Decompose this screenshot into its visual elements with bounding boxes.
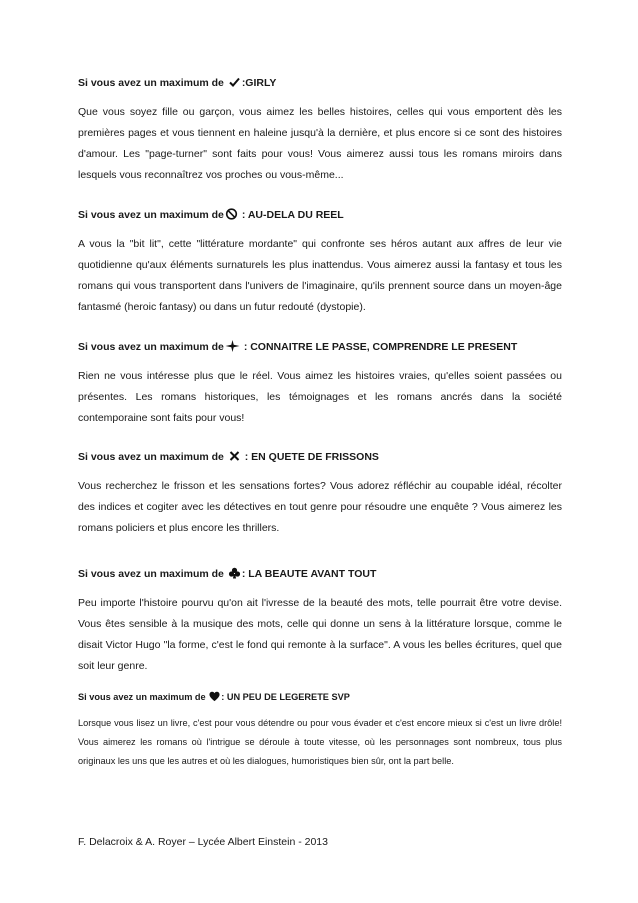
section-body: Rien ne vous intéresse plus que le réel. Vous aimez les histoires vraies, qu'elles soient passées ou présentes. Les romans historiques, les témoignages et les romans ancrés dans la société contemporaine sont faits pour vous! bbox=[78, 370, 562, 424]
section-un-peu-de-legerete bbox=[78, 690, 562, 771]
heading-title: : AU-DELA DU REEL bbox=[241, 209, 344, 221]
page-footer: F. Delacroix & A. Royer – Lycée Albert Einstein - 2013 bbox=[78, 836, 328, 848]
club-icon bbox=[228, 567, 241, 579]
four-point-star-icon bbox=[225, 340, 240, 352]
section-heading bbox=[78, 76, 562, 90]
section-la-beaute-avant-tout bbox=[78, 567, 562, 677]
check-icon bbox=[228, 76, 241, 88]
section-en-quete-de-frissons bbox=[78, 450, 562, 539]
heart-icon bbox=[209, 691, 220, 702]
heading-prefix: Si vous avez un maximum de bbox=[78, 77, 224, 89]
heading-title: : EN QUETE DE FRISSONS bbox=[244, 451, 379, 463]
section-connaitre-le-passe bbox=[78, 340, 562, 429]
heading-prefix: Si vous avez un maximum de bbox=[78, 209, 224, 221]
section-heading bbox=[78, 450, 562, 464]
prohibited-icon bbox=[225, 208, 238, 220]
heading-title: : CONNAITRE LE PASSE, COMPRENDRE LE PRESENT bbox=[243, 341, 518, 353]
section-heading bbox=[78, 690, 562, 704]
cross-icon bbox=[228, 450, 241, 462]
heading-prefix: Si vous avez un maximum de bbox=[78, 341, 224, 353]
section-body: Que vous soyez fille ou garçon, vous aimez les belles histoires, celles qui vous emportent dès les premières pages et vous tiennent en haleine jusqu'à la dernière, et plus encore si ce sont des histoires d'amour. Les "page-turner" sont faits pour vous! Vous aimerez aussi tous les romans miroirs dans lesquels vous reconnaîtrez vos proches ou vous-même... bbox=[78, 106, 562, 181]
section-heading bbox=[78, 340, 562, 354]
section-body: Vous recherchez le frisson et les sensations fortes? Vous adorez réfléchir au coupable idéal, récolter des indices et cogiter avec les détectives en tout genre pour résoudre une enquête ? Vous aimerez les romans policiers et plus encore les thrillers. bbox=[78, 480, 562, 534]
section-body: Peu importe l'histoire pourvu qu'on ait l'ivresse de la beauté des mots, telle pourrait être votre devise. Vous êtes sensible à la musique des mots, celle qui donne un sens à la littérature lorsque, comme le disait Victor Hugo "la forme, c'est le fond qui remonte à la surface". A vous les belles écritures, quel que soit leur genre. bbox=[78, 597, 562, 672]
section-heading bbox=[78, 208, 562, 222]
section-heading bbox=[78, 567, 562, 581]
heading-prefix: Si vous avez un maximum de bbox=[78, 568, 224, 580]
heading-title: : LA BEAUTE AVANT TOUT bbox=[241, 568, 377, 580]
section-body: A vous la "bit lit", cette "littérature mordante" qui confronte ses héros autant aux affres de leur vie quotidienne qu'aux éléments surnaturels les plus inattendus. Vous aimerez aussi la fantasy et tous les romans qui vous transportent dans l'univers de l'imaginaire, qu'ils prennent source dans un moyen-âge fantasmé (heroic fantasy) ou dans un futur redouté (dystopie). bbox=[78, 238, 562, 313]
heading-prefix: Si vous avez un maximum de bbox=[78, 692, 206, 702]
section-girly bbox=[78, 76, 562, 186]
heading-title: : UN PEU DE LEGERETE SVP bbox=[221, 692, 350, 702]
section-au-dela-du-reel bbox=[78, 208, 562, 318]
heading-prefix: Si vous avez un maximum de bbox=[78, 451, 224, 463]
heading-title: :GIRLY bbox=[241, 77, 277, 89]
section-body: Lorsque vous lisez un livre, c'est pour vous détendre ou pour vous évader et c'est encore mieux si c'est un livre drôle! Vous aimerez les romans où l'intrigue se déroule à toute vitesse, où les personnages sont nombreux, tous plus originaux les uns que les autres et où les dialogues, humoristiques bien sûr, ont la part belle. bbox=[78, 718, 562, 766]
